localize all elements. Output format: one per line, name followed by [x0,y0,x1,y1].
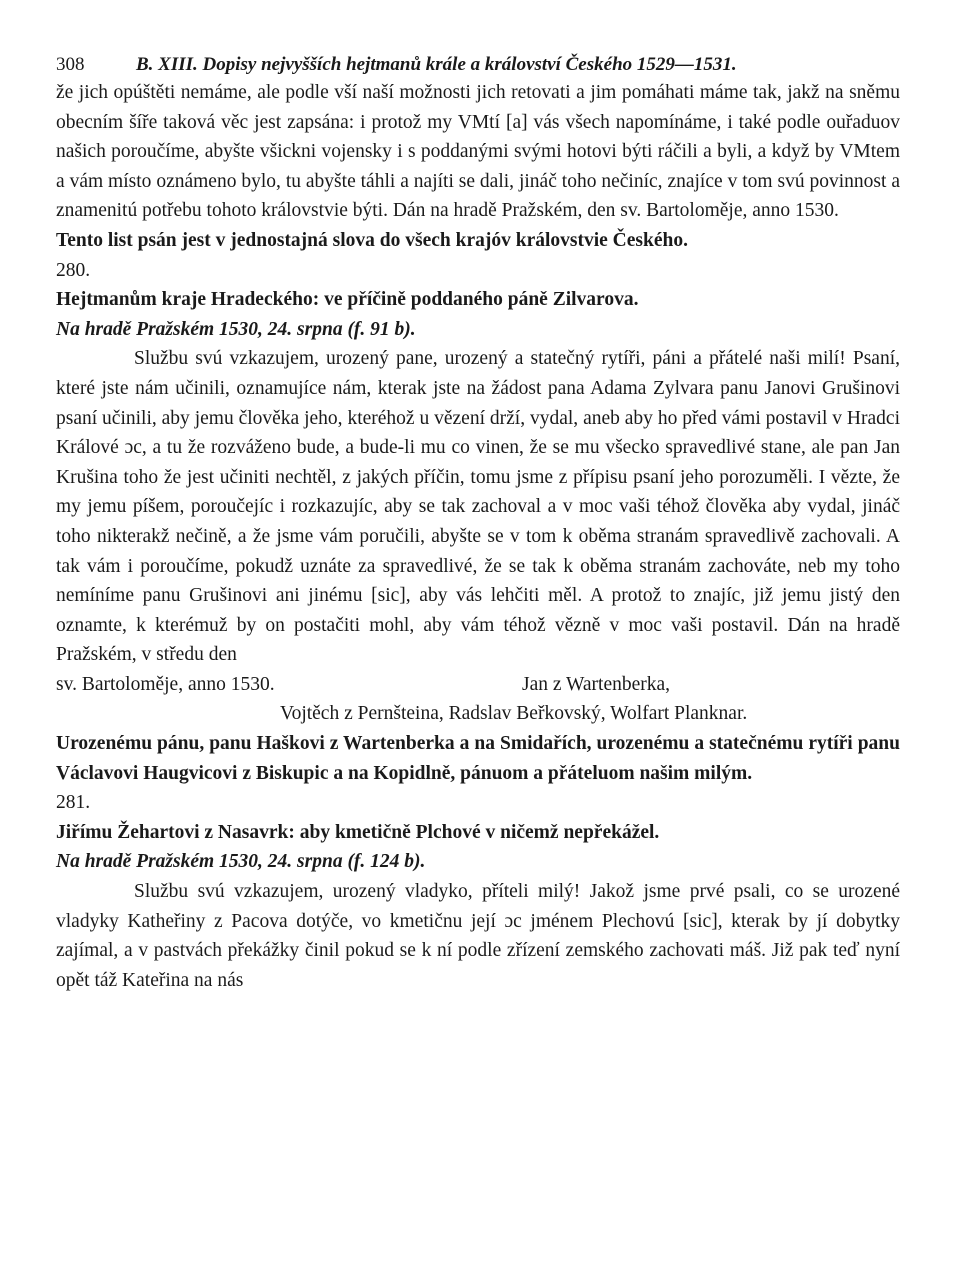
entry-280-address: Urozenému pánu, panu Haškovi z Wartenberka a na Smidařích, urozenému a statečnému rytíři panu Václavovi Haugvicovi z Biskupic a na Kopidlně, pánuom a přáteluom našim milým. [56,733,900,784]
entry-280-signers: Vojtěch z Pernšteina, Radslav Beřkovský, Wolfart Planknar. [280,703,748,725]
entry-281-title: Jiřímu Žehartovi z Nasavrk: aby kmetičně Plchové v ničemž nepřekážel. [56,821,660,843]
entry-280-date: Na hradě Pražském 1530, 24. srpna (f. 91 b). [56,318,416,340]
entry-281-date: Na hradě Pražském 1530, 24. srpna (f. 124 b). [56,851,426,873]
intro-note: Tento list psán jest v jednostajná slova do všech krajóv královstvie Českého. [56,229,688,251]
entry-281-text: Službu svú vzkazujem, urozený vladyko, příteli milý! Jakož jsme prvé psali, co se urozené vladyky Katheřiny z Pacova dotýče, vo kmetičnu její ɔc jménem Plechovú [sic], kterak by jí dobytky zajímal, a v pastvách překážky činil pokud se k ní podle zřízení zemského zachovati máš. Již pak teď nyní opět táž Kateřina na nás [56,881,900,991]
page-number: 308 [56,54,85,75]
running-title: B. XIII. Dopisy nejvyšších hejtmanů krále a království Českého 1529—1531. [136,54,737,75]
running-header [56,44,900,78]
document-page [56,44,900,995]
entry-280-title: Hejtmanům kraje Hradeckého: ve příčině poddaného páně Zilvarova. [56,289,639,311]
entry-280-number: 280. [56,259,91,281]
body-text [56,78,900,995]
entry-281-number: 281. [56,792,91,814]
entry-280-text: Službu svú vzkazujem, urozený pane, urozený a statečný rytíři, páni a přátelé naši milí! Psaní, které jste nám učinili, oznamujíce nám, kterak jste na žádost pana Adama Zylvara panu Janovi Grušinovi psaní učinili, aby jemu člověka jeho, kteréhož u vězení drží, vydal, aneb aby ho před vámi postavil v Hradci Králové ɔc, a tu že rozváženo bude, a bude-li mu co vinen, že se mu všecko spravedlivé stane, ale pan Jan Krušina toho že jest učiniti nechtěl, z jakých příčin, tomu jsme z přípisu psaní jeho porozuměli. I vězte, že my jemu píšem, poroučejíc i rozkazujíc, aby se tak zachoval a v moc vaši téhož člověka aby vydal, jináč toho nikterakž nečině, a že jsme vám poručili, abyšte se v tom k oběma stranám spravedlivě zachovali. A tak vám i poroučíme, pokudž uznáte za spravedlivé, že se tak k oběma stranám zachováte, neb my toho nemíníme panu Grušinovi ani jinému [sic], aby vás lehčiti měl. A protož to znajíc, již jemu jistý den oznamte, k kterémuž by on postačiti mohl, aby vám téhož vězně v moc vaši postavil. Dán na hradě Pražském, v středu den [56,348,900,666]
entry-280-closing-line: sv. Bartoloměje, anno 1530. [56,673,275,695]
intro-paragraph: že jich opúštěti nemáme, ale podle vší naší možnosti jich retovati a jim pomáhati máme tak, jakž na sněmu obecním šíře taková věc jest zapsána: i protož my VMtí [a] vás všech napomínáme, i také podle ouřaduov našich poroučíme, abyšte všickni vojensky i s poddanými svými hotovi býti ráčili a byli, a když by VMtem a vám místo oznámeno bylo, tu abyšte táhli a najíti se dali, jináč toho nečiníc, znajíce v tom svú povinnost a znamenitú potřebu tohoto královstvie býti. Dán na hradě Pražském, den sv. Bartoloměje, anno 1530. [56,82,900,222]
entry-280-closing [56,670,900,700]
entry-280-signer-1: Jan z Wartenberka, [522,673,671,695]
